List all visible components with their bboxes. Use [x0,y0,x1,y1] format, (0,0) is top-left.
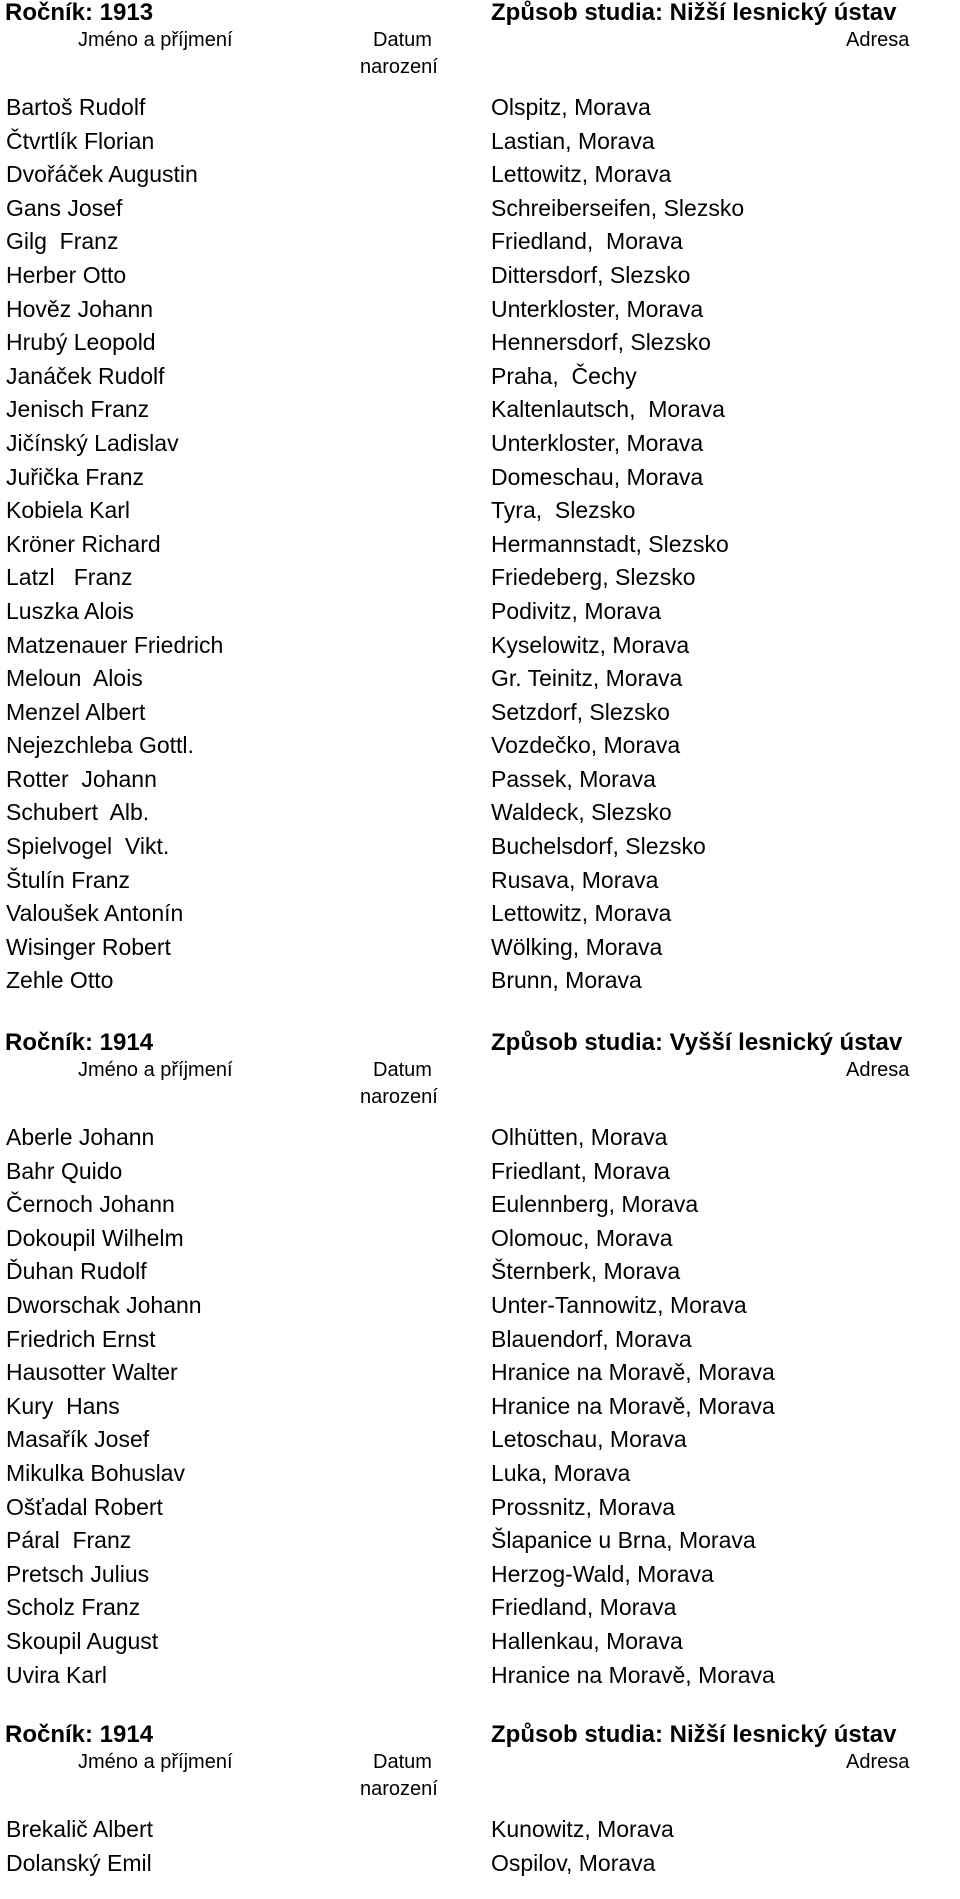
student-address: Kaltenlautsch, Morava [491,396,725,423]
student-address: Olspitz, Morava [491,94,651,120]
student-address: Hranice na Moravě, Morava [491,1392,775,1419]
student-address: Schreiberseifen, Slezsko [491,194,745,221]
student-address: Buchelsdorf, Slezsko [491,833,706,860]
student-name: Brekalič Albert [6,1816,154,1842]
student-row [0,227,960,261]
student-name: Dokoupil Wilhelm [6,1224,184,1251]
student-row [0,1493,960,1527]
section-study-type: Způsob studia: Vyšší lesnický ústav [491,1029,903,1056]
student-address: Friedeberg, Slezsko [491,564,696,591]
student-row [0,496,960,530]
student-list [0,1123,960,1694]
student-row [0,1593,960,1627]
student-name: Rotter Johann [6,765,157,792]
column-header-address: Adresa [846,1059,910,1081]
student-name: Čtvrtlík Florian [6,127,155,154]
column-header-birth: narození [360,1086,438,1108]
student-address: Praha, Čechy [491,362,637,389]
student-address: Hranice na Moravě, Morava [491,1359,775,1386]
student-address: Luka, Morava [491,1459,631,1486]
student-name: Latzl Franz [6,564,133,591]
section-year-label: Ročník: 1914 [5,1721,154,1748]
student-address: Kyselowitz, Morava [491,631,690,658]
student-address: Podivitz, Morava [491,597,662,624]
student-row [0,261,960,295]
student-name: Dworschak Johann [6,1291,202,1318]
student-address: Lettowitz, Morava [491,161,672,188]
section-year-label: Ročník: 1913 [5,0,154,26]
student-row [0,194,960,228]
section-year-label: Ročník: 1914 [5,1029,154,1056]
student-row [0,530,960,564]
student-row [0,1157,960,1191]
student-row [0,160,960,194]
student-row [0,631,960,665]
student-address: Olhütten, Morava [491,1124,668,1150]
student-address: Hermannstadt, Slezsko [491,530,729,557]
student-name: Kröner Richard [6,530,161,557]
student-name: Gilg Franz [6,228,119,255]
student-address: Olomouc, Morava [491,1224,673,1251]
student-row [0,1526,960,1560]
student-row [0,328,960,362]
student-row [0,1392,960,1426]
student-row [0,832,960,866]
student-name: Zehle Otto [6,967,114,994]
student-name: Kobiela Karl [6,497,131,524]
student-row [0,597,960,631]
student-address: Friedlant, Morava [491,1157,670,1184]
student-row [0,1123,960,1157]
column-header-address: Adresa [846,1751,910,1773]
student-address: Rusava, Morava [491,866,659,893]
student-name: Gans Josef [6,194,123,221]
student-address: Lastian, Morava [491,127,655,154]
student-row [0,698,960,732]
student-row [0,295,960,329]
student-address: Unterkloster, Morava [491,295,704,322]
student-address: Waldeck, Slezsko [491,799,672,826]
student-row [0,798,960,832]
student-row [0,1325,960,1359]
student-name: Bartoš Rudolf [6,94,146,120]
student-address: Gr. Teinitz, Morava [491,665,683,692]
student-address: Brunn, Morava [491,967,642,994]
student-row [0,933,960,967]
student-row [0,1849,960,1883]
student-row [0,1257,960,1291]
student-name: Ošťadal Robert [6,1493,163,1520]
student-address: Tyra, Slezsko [491,497,636,524]
student-name: Jičínský Ladislav [6,429,179,456]
student-row [0,899,960,933]
student-row [0,463,960,497]
student-address: Herzog-Wald, Morava [491,1560,714,1587]
student-row [0,429,960,463]
column-header-name: Jméno a příjmení [78,1751,233,1773]
student-name: Aberle Johann [6,1124,155,1150]
student-address: Unter-Tannowitz, Morava [491,1291,747,1318]
student-address: Dittersdorf, Slezsko [491,261,691,288]
student-address: Hranice na Moravě, Morava [491,1661,775,1688]
student-address: Unterkloster, Morava [491,429,704,456]
column-header-date: Datum [373,1751,432,1773]
student-name: Matzenauer Friedrich [6,631,224,658]
student-name: Hověz Johann [6,295,154,322]
student-address: Eulennberg, Morava [491,1191,699,1218]
column-header-date: Datum [373,1059,432,1081]
student-name: Friedrich Ernst [6,1325,156,1352]
student-row [0,1358,960,1392]
student-name: Hausotter Walter [6,1359,178,1386]
column-header-date: Datum [373,29,432,51]
student-name: Dolanský Emil [6,1849,152,1876]
student-list [0,1815,960,1882]
student-name: Herber Otto [6,261,127,288]
student-name: Dvořáček Augustin [6,161,198,188]
student-row [0,395,960,429]
student-name: Janáček Rudolf [6,362,165,389]
student-name: Pretsch Julius [6,1560,150,1587]
student-row [0,1190,960,1224]
student-name: Meloun Alois [6,665,143,692]
student-name: Luszka Alois [6,597,134,624]
student-name: Spielvogel Vikt. [6,833,170,860]
student-name: Hrubý Leopold [6,329,156,356]
student-name: Kury Hans [6,1392,120,1419]
student-address: Lettowitz, Morava [491,900,672,927]
section-study-type: Způsob studia: Nižší lesnický ústav [491,1721,897,1748]
student-name: Uvira Karl [6,1661,107,1688]
student-address: Prossnitz, Morava [491,1493,676,1520]
student-address: Hallenkau, Morava [491,1627,683,1654]
student-row [0,1661,960,1695]
column-header-birth: narození [360,56,438,78]
student-name: Černoch Johann [6,1191,175,1218]
student-row [0,1627,960,1661]
student-row [0,731,960,765]
student-name: Scholz Franz [6,1594,141,1621]
student-name: Skoupil August [6,1627,159,1654]
student-address: Ospilov, Morava [491,1849,656,1876]
student-name: Masařík Josef [6,1426,150,1453]
column-header-address: Adresa [846,29,910,51]
student-address: Šternberk, Morava [491,1258,681,1285]
student-name: Jenisch Franz [6,396,150,423]
student-name: Wisinger Robert [6,933,171,960]
student-row [0,1291,960,1325]
student-row [0,362,960,396]
student-list [0,93,960,1000]
student-row [0,127,960,161]
student-row [0,1815,960,1849]
student-address: Kunowitz, Morava [491,1816,674,1842]
column-header-name: Jméno a příjmení [78,29,233,51]
student-name: Páral Franz [6,1527,132,1554]
student-name: Schubert Alb. [6,799,150,826]
student-name: Bahr Quido [6,1157,123,1184]
student-row [0,966,960,1000]
student-name: Juřička Franz [6,463,145,490]
student-address: Passek, Morava [491,765,656,792]
student-name: Ďuhan Rudolf [6,1258,147,1285]
student-address: Hennersdorf, Slezsko [491,329,711,356]
student-address: Vozdečko, Morava [491,732,681,759]
student-row [0,1224,960,1258]
student-row [0,1425,960,1459]
student-address: Letoschau, Morava [491,1426,687,1453]
student-row [0,1459,960,1493]
student-address: Wölking, Morava [491,933,663,960]
student-address: Friedland, Morava [491,1594,677,1621]
student-address: Šlapanice u Brna, Morava [491,1527,756,1554]
column-header-name: Jméno a příjmení [78,1059,233,1081]
student-row [0,664,960,698]
section-study-type: Způsob studia: Nižší lesnický ústav [491,0,897,26]
student-name: Nejezchleba Gottl. [6,732,194,759]
student-name: Valoušek Antonín [6,900,184,927]
student-address: Blauendorf, Morava [491,1325,692,1352]
student-address: Domeschau, Morava [491,463,704,490]
student-name: Mikulka Bohuslav [6,1459,185,1486]
student-address: Friedland, Morava [491,228,683,255]
student-name: Menzel Albert [6,698,146,725]
column-header-birth: narození [360,1778,438,1800]
student-address: Setzdorf, Slezsko [491,698,670,725]
student-name: Štulín Franz [6,866,130,893]
student-row [0,866,960,900]
student-row [0,563,960,597]
student-row [0,765,960,799]
student-row [0,1560,960,1594]
student-row [0,93,960,127]
